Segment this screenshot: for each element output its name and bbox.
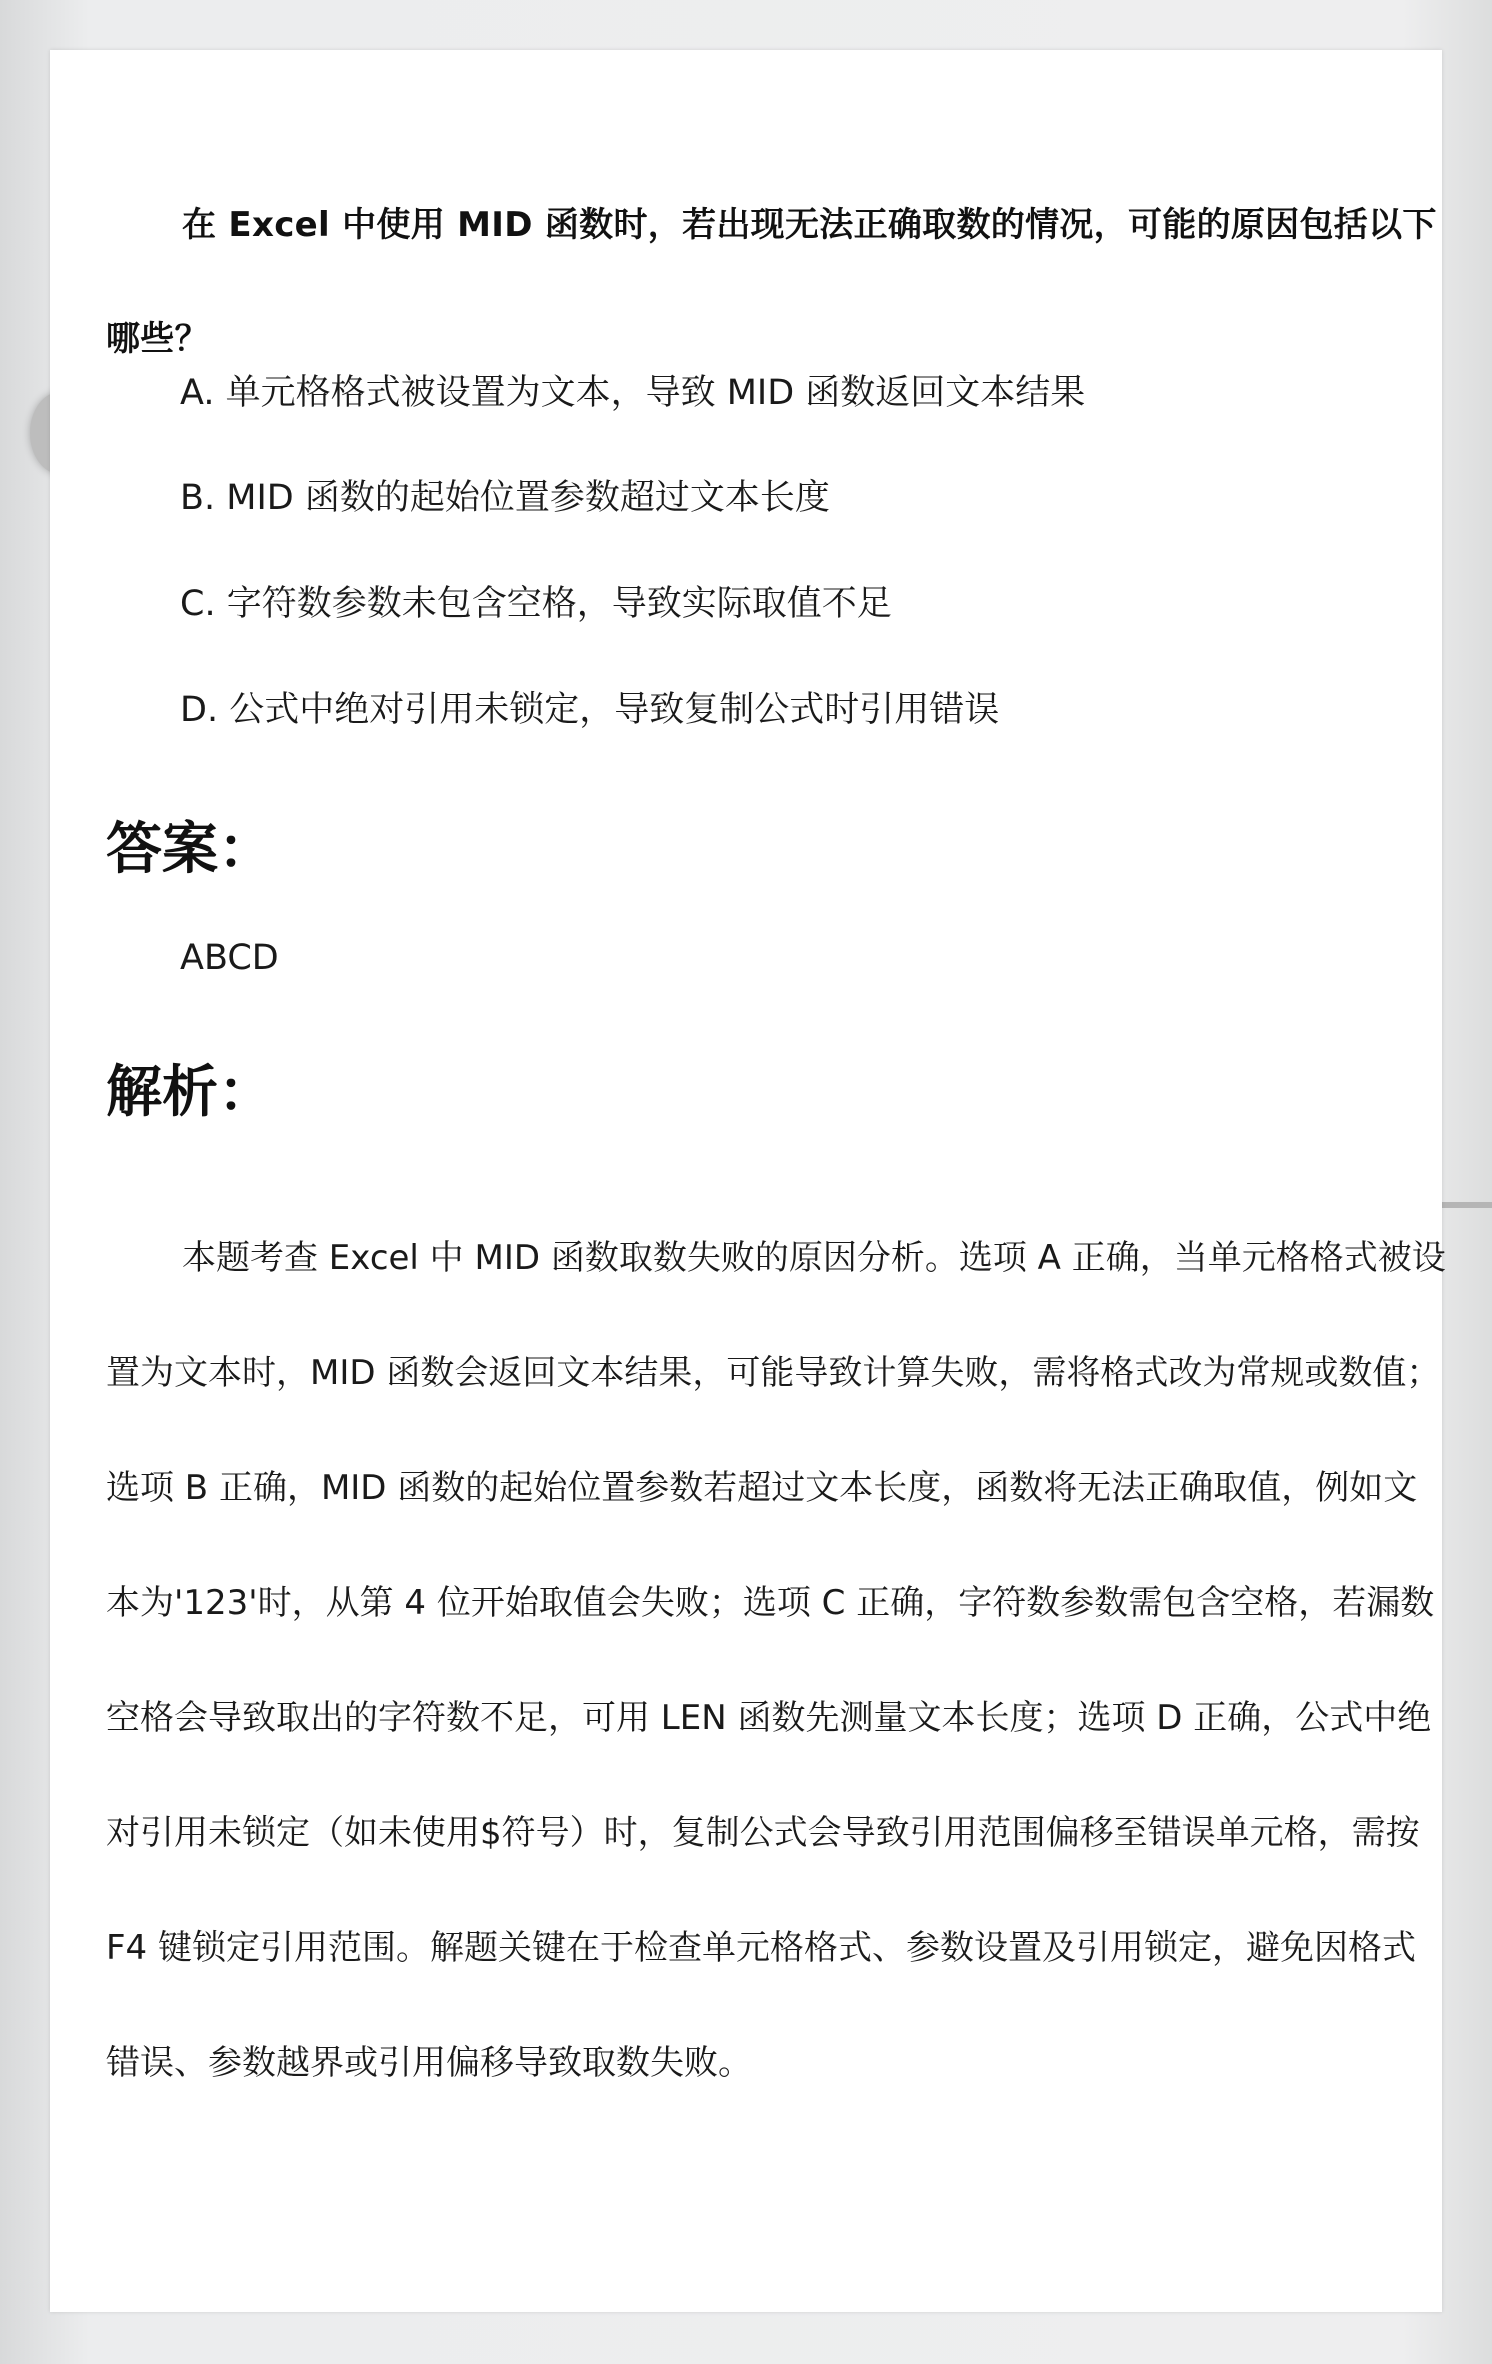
option-a: A. 单元格格式被设置为文本，导致 MID 函数返回文本结果 bbox=[180, 373, 1086, 413]
option-d: D. 公式中绝对引用未锁定，导致复制公式时引用错误 bbox=[180, 690, 1000, 730]
option-c: C. 字符数参数未包含空格，导致实际取值不足 bbox=[180, 584, 892, 624]
document-page bbox=[50, 50, 1446, 2312]
answer-heading: 答案： bbox=[106, 817, 274, 882]
question-text: 在 Excel 中使用 MID 函数时，若出现无法正确取数的情况，可能的原因包括以下哪些？ bbox=[106, 205, 1437, 359]
option-b: B. MID 函数的起始位置参数超过文本长度 bbox=[180, 478, 830, 518]
analysis-heading: 解析： bbox=[106, 1060, 274, 1125]
answer-value: ABCD bbox=[180, 938, 279, 978]
analysis-text: 本题考查 Excel 中 MID 函数取数失败的原因分析。选项 A 正确，当单元格格式被设置为文本时，MID 函数会返回文本结果，可能导致计算失败，需将格式改为常规或数值；选项 B 正确，MID 函数的起始位置参数若超过文本长度，函数将无法正确取值，例如文本为'123'时，从第 4 位开始取值会失败；选项 C 正确，字符数参数需包含空格，若漏数空格会导致取出的字符数不足，可用 LEN 函数先测量文本长度；选项 D 正确，公式中绝对引用未锁定（如未使用$符号）时，复制公式会导致引用范围偏移至错误单元格，需按 F4 键锁定引用范围。解题关键在于检查单元格格式、参数设置及引用锁定，避免因格式错误、参数越界或引用偏移导致取数失败。 bbox=[106, 1238, 1446, 2083]
